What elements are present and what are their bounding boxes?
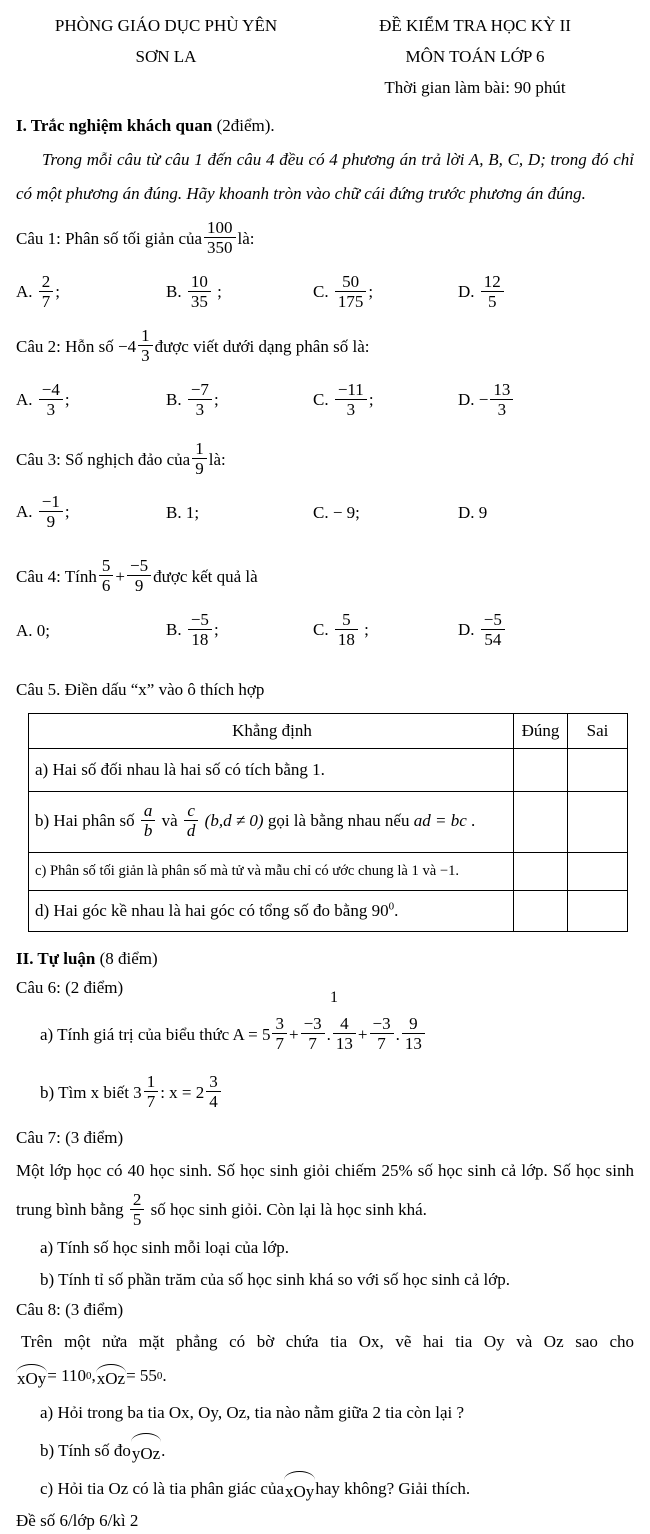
statement-c: c) Phân số tối giản là phân số mà tử và mẫu chỉ có ước chung là 1 và −1. [29, 853, 514, 891]
angle-formula: xOy = 110 0 , xOz = 55 0 . [17, 1366, 167, 1388]
question-6-part-a: a) Tính giá trị của biểu thức A = 5 $\frac{3}{7}$ + $\frac{-3}{7}$ . $\frac{4}{13}$ + $\frac{-3}{7}$ . $\frac{9}{13}$ [16, 1006, 634, 1064]
question-2-option-c: C. $\frac{-11}{3}$ ; [313, 379, 374, 420]
question-7-title: Câu 7: (3 điểm) [16, 1128, 124, 1147]
section-1-heading [16, 111, 634, 141]
true-checkbox-d [514, 891, 568, 932]
question-2-option-a: A. $\frac{-4}{3}$ ; [16, 379, 70, 420]
exam-title: ĐỀ KIỂM TRA HỌC KỲ II [379, 16, 571, 35]
column-header-statement: Khẳng định [29, 714, 514, 749]
exam-title-block [316, 10, 634, 103]
true-checkbox-a [514, 749, 568, 792]
instructions-paragraph: Trong mỗi câu từ câu 1 đến câu 4 đều có 4 phương án trả lời A, B, C, D; trong đó chỉ có một phương án đúng. Hãy khoanh tròn vào chữ cái đứng trước phương án đúng. [16, 150, 634, 203]
section-2-heading [16, 944, 634, 974]
footer-note: Đề số 6/lớp 6/kì 2 [16, 1511, 139, 1531]
false-checkbox-c [568, 853, 628, 891]
statement-b: b) Hai phân số $\frac{a}{b}$ và $\frac{c}{d}$ (b,d ≠ 0) gọi là bằng nhau nếu ad = bc . [29, 792, 514, 853]
question-8-part-a: a) Hỏi trong ba tia Ox, Oy, Oz, tia nào nằm giữa 2 tia còn lại ? [40, 1403, 465, 1423]
false-checkbox-a [568, 749, 628, 792]
exam-header [16, 10, 634, 103]
question-8-title: Câu 8: (3 điểm) [16, 1300, 124, 1320]
question-7-part-b: b) Tính tỉ số phần trăm của số học sinh khá so với số học sinh cả lớp. [40, 1270, 510, 1290]
question-4-options [16, 603, 634, 659]
question-3-options [16, 485, 634, 541]
question-1-option-b: B. $\frac{10}{35}$ ; [166, 271, 222, 312]
question-3-option-a: A. $\frac{-1}{9}$ ; [16, 491, 70, 532]
section-1-points: (2điểm). [212, 116, 275, 135]
question-3-option-d: D. 9 [458, 503, 488, 522]
exam-subject: MÔN TOÁN LỚP 6 [405, 47, 545, 66]
question-4-option-a: A. 0; [16, 621, 50, 640]
column-header-true: Đúng [514, 714, 568, 749]
question-3-option-c: C. − 9; [313, 503, 360, 522]
true-checkbox-b [514, 792, 568, 853]
question-4-option-b: B. $\frac{-5}{18}$ ; [166, 609, 219, 650]
question-7-part-a: a) Tính số học sinh mỗi loại của lớp. [40, 1238, 289, 1258]
question-8-text: Trên một nửa mặt phẳng có bờ chứa tia Ox, vẽ hai tia Oy và Oz sao cho [21, 1332, 634, 1352]
false-checkbox-b [568, 792, 628, 853]
question-2-option-d: D. − $\frac{13}{3}$ [458, 380, 634, 422]
table-row-b [29, 792, 628, 853]
statement-a: a) Hai số đối nhau là hai số có tích bằng 1. [29, 749, 514, 792]
question-2-stem: Câu 2: Hỗn số −4 $\frac{1}{3}$ được viết dưới dạng phân số là: [16, 325, 370, 366]
section-1-title: I. Trắc nghiệm khách quan [16, 116, 213, 135]
table-header-row [29, 714, 628, 749]
question-1-option-d: D. $\frac{12}{5}$ [458, 272, 634, 314]
section-2-points: (8 điểm) [95, 949, 158, 968]
section-2-title: II. Tự luận [16, 949, 96, 968]
table-row-a [29, 749, 628, 792]
issuing-office-block [16, 10, 316, 103]
question-1-stem: Câu 1: Phân số tối giản của $\frac{100}{350}$ là: [16, 217, 255, 258]
question-3-stem: Câu 3: Số nghịch đảo của $\frac{1}{9}$ là: [16, 438, 226, 479]
statement-d: d) Hai góc kề nhau là hai góc có tổng số đo bằng $90^0$. [29, 891, 514, 932]
office-line-1: PHÒNG GIÁO DỤC PHÙ YÊN [54, 16, 278, 35]
question-7-text: Một lớp học có 40 học sinh. Số học sinh giỏi chiếm 25% số học sinh cả lớp. Số học sinh trung bình bằng $\frac{2}{5}$ số học sinh giỏi. Còn lại là học sinh khá. [16, 1161, 634, 1230]
question-5-title: Câu 5. Điền dấu “x” vào ô thích hợp [16, 680, 265, 699]
question-2-options [16, 373, 634, 429]
question-2-option-b: B. $\frac{-7}{3}$ ; [166, 379, 219, 420]
exam-duration: Thời gian làm bài: 90 phút [384, 78, 566, 97]
question-6-part-b: b) Tìm x biết 3 $\frac{1}{7}$ : x = 2 $\frac{3}{4}$ [16, 1064, 634, 1122]
false-checkbox-d [568, 891, 628, 932]
question-1-option-a: A. $\frac{2}{7}$ ; [16, 271, 61, 312]
question-8-part-b: b) Tính số đo yOz . [16, 1432, 634, 1470]
question-3-option-b: B. 1; [166, 503, 200, 522]
question-1-option-c: C. $\frac{50}{175}$ ; [313, 271, 374, 312]
stray-digit: 1 [330, 989, 338, 1006]
true-checkbox-c [514, 853, 568, 891]
table-row-c [29, 853, 628, 891]
question-6-block [16, 974, 634, 1122]
question-4-option-d: D. $\frac{-5}{54}$ [458, 610, 634, 652]
office-line-2: SƠN LA [135, 47, 197, 66]
table-row-d [29, 891, 628, 932]
question-6-title: Câu 6: (2 điểm) [16, 978, 124, 997]
column-header-false: Sai [568, 714, 628, 749]
question-1-options [16, 265, 634, 321]
question-4-option-c: C. $\frac{5}{18}$ ; [313, 609, 369, 650]
true-false-table [28, 713, 628, 932]
question-4-stem: Câu 4: Tính $\frac{5}{6}$ + $\frac{-5}{9}$ được kết quả là [16, 555, 258, 596]
question-8-part-c: c) Hỏi tia Oz có là tia phân giác của xOy hay không? Giải thích. [16, 1470, 634, 1508]
